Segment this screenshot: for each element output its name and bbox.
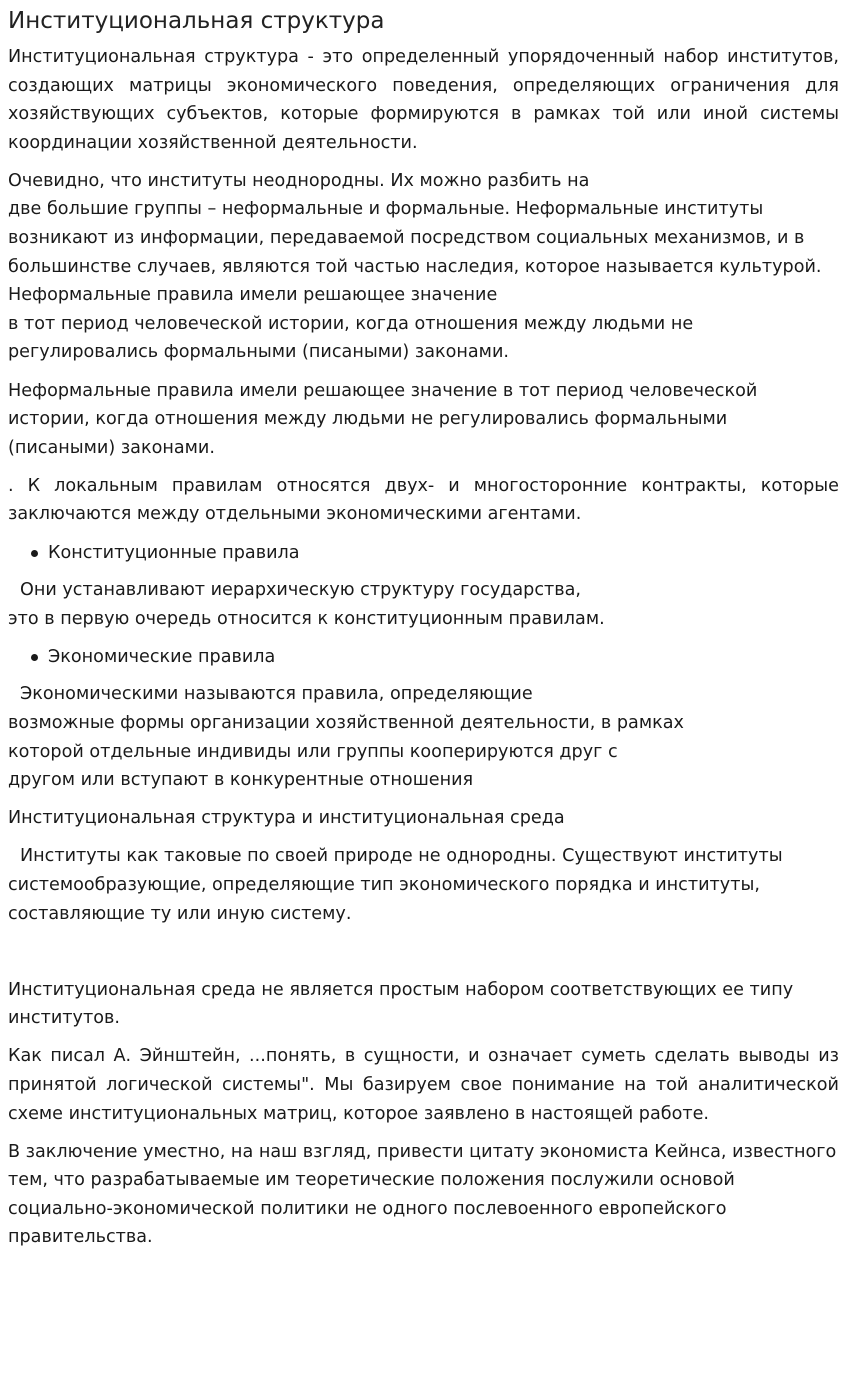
paragraph-text: две большие группы – неформальные и формальные. Неформальные институты возникают из информации, передаваемой посредством социальных механизмов, и в большинстве случаев, являются той частью наследия, которое называется культурой. Неформальные правила имели решающее значение xyxy=(8,199,822,306)
list-item xyxy=(48,643,839,672)
paragraph-environment: Институциональная среда не является простым набором соответствующих ее типу институтов. xyxy=(8,979,794,1029)
paragraph-line: это в первую очередь относится к конституционным правилам. xyxy=(8,608,605,629)
paragraph-informal-institutions xyxy=(8,167,839,367)
bullet-list-economic xyxy=(8,643,839,672)
paragraph-einstein: Как писал А. Эйнштейн, ...понять, в сущности, и означает суметь сделать выводы из принятой логической системы". Мы базируем свое понимание на той аналитической схеме институциональных матриц, которое заявлено в настоящей работе. xyxy=(8,1046,839,1124)
paragraph-line: Экономическими называются правила, определяющие xyxy=(20,684,533,705)
paragraph-line: другом или вступают в конкурентные отношения xyxy=(8,770,474,791)
paragraph-line: Они устанавливают иерархическую структуру государства, xyxy=(20,580,582,601)
paragraph-local-rules: . К локальным правилам относятся двух- и многосторонние контракты, которые заключаются между отдельными экономическими агентами. xyxy=(8,475,839,525)
vertical-spacer xyxy=(8,938,839,976)
page-title: Институциональная структура xyxy=(8,8,385,34)
paragraph-line: возможные формы организации хозяйственной деятельности, в рамках xyxy=(8,712,684,733)
bullet-list-constitutional xyxy=(8,539,839,568)
list-item-label: Экономические правила xyxy=(48,646,276,667)
list-item-label: Конституционные правила xyxy=(48,542,300,563)
bullet-icon xyxy=(31,654,38,661)
bullet-icon xyxy=(31,550,38,557)
paragraph-line: Очевидно, что институты неоднородны. Их можно разбить на xyxy=(8,170,590,191)
paragraph-institutions: Институты как таковые по своей природе не однородны. Существуют институты системообразующие, определяющие тип экономического порядка и институты, составляющие ту или иную систему. xyxy=(8,846,783,924)
list-item xyxy=(48,539,839,568)
paragraph-definition: Институциональная структура - это определенный упорядоченный набор институтов, создающих матрицы экономического поведения, определяющих ограничения для хозяйствующих субъектов, которые формируются в рамках той или иной системы координации хозяйственной деятельности. xyxy=(8,47,839,153)
paragraph-text: в тот период человеческой истории, когда отношения между людьми не регулировались формальными (писаными) законами. xyxy=(8,313,694,363)
paragraph-informal-rules: Неформальные правила имели решающее значение в тот период человеческой истории, когда отношения между людьми не регулировались формальными (писаными) законами. xyxy=(8,380,758,458)
paragraph-keynes: В заключение уместно, на наш взгляд, привести цитату экономиста Кейнса, известного тем, что разрабатываемые им теоретические положения послужили основой социально-экономической политики не одного послевоенного европейского правительства. xyxy=(8,1141,837,1248)
paragraph-constitutional xyxy=(8,576,839,633)
paragraph-line: которой отдельные индивиды или группы кооперируются друг с xyxy=(8,741,618,762)
paragraph-economic xyxy=(8,680,839,794)
section-heading: Институциональная структура и институциональная среда xyxy=(8,808,565,829)
